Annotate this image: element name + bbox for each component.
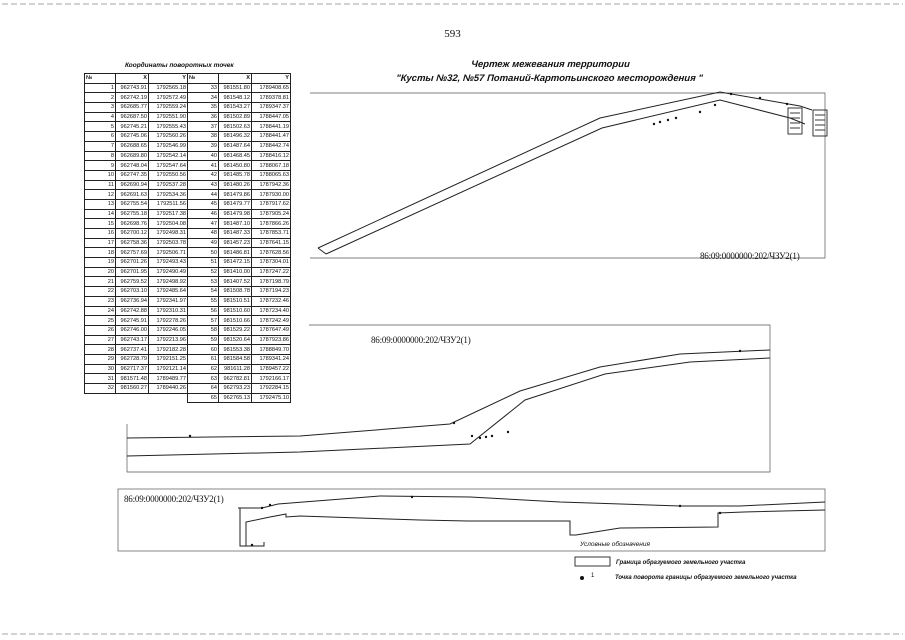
table-row — [85, 83, 291, 93]
point-x: 981468.45 — [219, 151, 252, 161]
point-number: 10 — [85, 170, 116, 180]
table-row — [85, 335, 291, 345]
point-y: 1792246.05 — [149, 325, 188, 335]
coords-table — [84, 73, 291, 403]
map-bottom-label: 86:09:0000000:202/ЧЗУ2(1) — [124, 494, 224, 504]
point-x: 962691.63 — [116, 190, 149, 200]
point-y: 1788441.47 — [252, 132, 291, 142]
point-number: 28 — [85, 345, 116, 355]
point-x: 981502.63 — [219, 122, 252, 132]
point-y: 1788416.12 — [252, 151, 291, 161]
point-x: 962742.88 — [116, 306, 149, 316]
table-row — [85, 248, 291, 258]
point-y: 1792121.14 — [149, 364, 188, 374]
point-x: 981487.33 — [219, 229, 252, 239]
point-x: 962758.36 — [116, 238, 149, 248]
point-number: 21 — [85, 277, 116, 287]
point-x: 962688.65 — [116, 141, 149, 151]
point-number: 53 — [188, 277, 219, 287]
page-number: 593 — [444, 28, 461, 40]
point-number: 64 — [188, 384, 219, 394]
point-x: 962782.81 — [219, 374, 252, 384]
point-y: 1787232.46 — [252, 296, 291, 306]
col-header-num-right: № — [188, 74, 219, 84]
point-x: 981472.15 — [219, 258, 252, 268]
table-row — [85, 199, 291, 209]
point-number: 58 — [188, 325, 219, 335]
table-row — [85, 325, 291, 335]
map-bottom-boundary-lower — [240, 508, 825, 546]
point-y: 1792560.26 — [149, 132, 188, 142]
point-number: 47 — [188, 219, 219, 229]
point-number: 45 — [188, 199, 219, 209]
table-row — [85, 267, 291, 277]
point-x: 981548.12 — [219, 93, 252, 103]
point-y: 1792284.15 — [252, 384, 291, 394]
point-x: 981560.27 — [116, 384, 149, 394]
point-x: 962759.52 — [116, 277, 149, 287]
point-x: 981553.38 — [219, 345, 252, 355]
point-x: 981543.27 — [219, 103, 252, 113]
table-row — [85, 364, 291, 374]
point-y: 1792213.96 — [149, 335, 188, 345]
point-x: 981510.60 — [219, 306, 252, 316]
point-number: 11 — [85, 180, 116, 190]
drawing-title-line1: Чертеж межевания территории — [470, 59, 631, 70]
map-bottom — [118, 489, 825, 551]
point-y: 1787942.36 — [252, 180, 291, 190]
point-y: 1789440.26 — [149, 384, 188, 394]
point-x: 962745.91 — [116, 316, 149, 326]
legend-title: Условные обозначения — [580, 541, 650, 548]
point-number: 26 — [85, 325, 116, 335]
map-top-boundary-lower — [326, 100, 805, 254]
coords-table-body — [85, 83, 291, 403]
point-number: 5 — [85, 122, 116, 132]
point-y: 1789378.81 — [252, 93, 291, 103]
point-number: 9 — [85, 161, 116, 171]
table-row — [85, 151, 291, 161]
point-x: 962743.91 — [116, 83, 149, 93]
point-number: 24 — [85, 306, 116, 316]
point-number: 31 — [85, 374, 116, 384]
point-y: 1792166.17 — [252, 374, 291, 384]
point-y: 1792493.43 — [149, 258, 188, 268]
table-row — [85, 170, 291, 180]
point-x: 981502.89 — [219, 112, 252, 122]
point-y: 1789489.77 — [149, 374, 188, 384]
point-number: 15 — [85, 219, 116, 229]
point-x: 981510.51 — [219, 296, 252, 306]
legend-point-symbol — [580, 576, 584, 580]
col-header-x-right: X — [219, 74, 252, 84]
drawing-title — [339, 58, 761, 86]
point-number: 48 — [188, 229, 219, 239]
point-number: 60 — [188, 345, 219, 355]
point-y: 1792498.92 — [149, 277, 188, 287]
point-x: 981407.52 — [219, 277, 252, 287]
point-number: 27 — [85, 335, 116, 345]
point-y: 1792341.97 — [149, 296, 188, 306]
point-x: 962757.69 — [116, 248, 149, 258]
empty-cell — [116, 393, 149, 403]
table-row — [85, 229, 291, 239]
point-number: 54 — [188, 287, 219, 297]
point-x: 981479.86 — [219, 190, 252, 200]
map-top-pad — [788, 108, 827, 136]
point-number: 20 — [85, 267, 116, 277]
table-row — [85, 296, 291, 306]
point-x: 981486.81 — [219, 248, 252, 258]
point-y: 1787923.86 — [252, 335, 291, 345]
point-y: 1787647.49 — [252, 325, 291, 335]
point-y: 1788849.70 — [252, 345, 291, 355]
point-y: 1787194.23 — [252, 287, 291, 297]
point-y: 1792559.24 — [149, 103, 188, 113]
point-number: 18 — [85, 248, 116, 258]
point-y: 1792555.43 — [149, 122, 188, 132]
point-x: 962748.04 — [116, 161, 149, 171]
point-x: 981520.64 — [219, 335, 252, 345]
point-x: 962747.35 — [116, 170, 149, 180]
point-y: 1788447.05 — [252, 112, 291, 122]
point-y: 1788441.19 — [252, 122, 291, 132]
point-y: 1787628.56 — [252, 248, 291, 258]
legend-boundary-symbol — [575, 557, 610, 566]
point-y: 1792310.31 — [149, 306, 188, 316]
point-number: 8 — [85, 151, 116, 161]
point-number: 44 — [188, 190, 219, 200]
point-number: 37 — [188, 122, 219, 132]
col-header-x-left: X — [116, 74, 149, 84]
point-x: 962755.18 — [116, 209, 149, 219]
point-x: 962717.37 — [116, 364, 149, 374]
map-bottom-frame — [118, 489, 825, 551]
point-x: 962746.00 — [116, 325, 149, 335]
table-row — [85, 277, 291, 287]
map-middle-label: 86:09:0000000:202/ЧЗУ2(1) — [371, 335, 471, 345]
point-x: 981487.64 — [219, 141, 252, 151]
point-y: 1792542.14 — [149, 151, 188, 161]
point-number: 38 — [188, 132, 219, 142]
point-y: 1787853.71 — [252, 229, 291, 239]
table-row — [85, 306, 291, 316]
point-number: 43 — [188, 180, 219, 190]
table-row — [85, 374, 291, 384]
point-y: 1792506.71 — [149, 248, 188, 258]
point-x: 981487.10 — [219, 219, 252, 229]
col-header-num-left: № — [85, 74, 116, 84]
point-y: 1787905.24 — [252, 209, 291, 219]
table-row — [85, 393, 291, 403]
point-x: 981510.66 — [219, 316, 252, 326]
point-y: 1792551.90 — [149, 112, 188, 122]
point-x: 962689.80 — [116, 151, 149, 161]
point-x: 962728.79 — [116, 354, 149, 364]
point-x: 981571.48 — [116, 374, 149, 384]
map-top-points — [653, 93, 788, 125]
point-number: 12 — [85, 190, 116, 200]
table-row — [85, 190, 291, 200]
point-number: 33 — [188, 83, 219, 93]
point-number: 50 — [188, 248, 219, 258]
point-x: 962755.54 — [116, 199, 149, 209]
point-y: 1787930.00 — [252, 190, 291, 200]
point-number: 39 — [188, 141, 219, 151]
point-x: 962742.19 — [116, 93, 149, 103]
point-y: 1792546.99 — [149, 141, 188, 151]
point-x: 962703.10 — [116, 287, 149, 297]
point-number: 56 — [188, 306, 219, 316]
point-y: 1792503.78 — [149, 238, 188, 248]
point-x: 981479.77 — [219, 199, 252, 209]
point-x: 981450.80 — [219, 161, 252, 171]
table-row — [85, 93, 291, 103]
point-x: 962687.50 — [116, 112, 149, 122]
point-number: 40 — [188, 151, 219, 161]
col-header-y-left: Y — [149, 74, 188, 84]
point-y: 1792498.31 — [149, 229, 188, 239]
point-number: 1 — [85, 83, 116, 93]
point-number: 6 — [85, 132, 116, 142]
point-number: 29 — [85, 354, 116, 364]
point-x: 981584.58 — [219, 354, 252, 364]
point-number: 41 — [188, 161, 219, 171]
point-x: 981410.00 — [219, 267, 252, 277]
point-number: 59 — [188, 335, 219, 345]
point-y: 1792504.08 — [149, 219, 188, 229]
point-x: 981479.98 — [219, 209, 252, 219]
point-number: 30 — [85, 364, 116, 374]
point-y: 1789341.24 — [252, 354, 291, 364]
point-x: 962701.95 — [116, 267, 149, 277]
point-y: 1789408.65 — [252, 83, 291, 93]
point-number: 42 — [188, 170, 219, 180]
point-number: 14 — [85, 209, 116, 219]
point-number: 55 — [188, 296, 219, 306]
point-x: 962685.77 — [116, 103, 149, 113]
table-row — [85, 209, 291, 219]
point-x: 981508.78 — [219, 287, 252, 297]
point-number: 4 — [85, 112, 116, 122]
table-row — [85, 258, 291, 268]
point-x: 962745.21 — [116, 122, 149, 132]
point-number: 63 — [188, 374, 219, 384]
table-row — [85, 161, 291, 171]
point-y: 1787866.26 — [252, 219, 291, 229]
point-x: 981529.22 — [219, 325, 252, 335]
point-number: 7 — [85, 141, 116, 151]
point-number: 23 — [85, 296, 116, 306]
point-y: 1792511.56 — [149, 199, 188, 209]
point-x: 981457.23 — [219, 238, 252, 248]
point-number: 16 — [85, 229, 116, 239]
point-y: 1792151.25 — [149, 354, 188, 364]
point-y: 1788067.18 — [252, 161, 291, 171]
point-y: 1792537.28 — [149, 180, 188, 190]
point-number: 51 — [188, 258, 219, 268]
empty-cell — [85, 393, 116, 403]
table-row — [85, 238, 291, 248]
point-number: 17 — [85, 238, 116, 248]
table-row — [85, 132, 291, 142]
point-number: 62 — [188, 364, 219, 374]
point-x: 962745.06 — [116, 132, 149, 142]
legend-boundary-label: Граница образуемого земельного участка — [616, 560, 746, 566]
point-y: 1787917.62 — [252, 199, 291, 209]
point-x: 962765.13 — [219, 393, 252, 403]
point-number: 61 — [188, 354, 219, 364]
point-y: 1787198.79 — [252, 277, 291, 287]
point-number: 36 — [188, 112, 219, 122]
drawing-title-line2: "Кусты №32, №57 Потаний-Картопьинского месторождения " — [395, 73, 704, 84]
map-top — [310, 92, 827, 258]
point-y: 1792534.36 — [149, 190, 188, 200]
map-bottom-boundary-upper — [238, 496, 825, 508]
point-x: 962737.41 — [116, 345, 149, 355]
table-row — [85, 384, 291, 394]
point-y: 1792572.49 — [149, 93, 188, 103]
point-y: 1787247.22 — [252, 267, 291, 277]
point-y: 1788065.63 — [252, 170, 291, 180]
point-x: 962736.94 — [116, 296, 149, 306]
point-x: 962743.17 — [116, 335, 149, 345]
table-row — [85, 316, 291, 326]
point-y: 1788442.74 — [252, 141, 291, 151]
table-row — [85, 103, 291, 113]
coords-table-header — [85, 74, 291, 84]
point-y: 1787242.49 — [252, 316, 291, 326]
point-x: 981485.78 — [219, 170, 252, 180]
table-row — [85, 219, 291, 229]
point-number: 25 — [85, 316, 116, 326]
point-x: 981496.32 — [219, 132, 252, 142]
point-number: 46 — [188, 209, 219, 219]
point-x: 981611.28 — [219, 364, 252, 374]
point-x: 981551.80 — [219, 83, 252, 93]
point-y: 1787304.01 — [252, 258, 291, 268]
point-y: 1792475.10 — [252, 393, 291, 403]
table-row — [85, 354, 291, 364]
point-number: 32 — [85, 384, 116, 394]
point-number: 49 — [188, 238, 219, 248]
map-top-boundary-upper — [318, 92, 812, 248]
map-top-frame — [310, 93, 825, 258]
point-y: 1792517.38 — [149, 209, 188, 219]
table-row — [85, 141, 291, 151]
point-number: 65 — [188, 393, 219, 403]
point-y: 1792490.49 — [149, 267, 188, 277]
point-y: 1792182.28 — [149, 345, 188, 355]
table-row — [85, 180, 291, 190]
point-number: 22 — [85, 287, 116, 297]
point-x: 962793.23 — [219, 384, 252, 394]
point-y: 1792278.26 — [149, 316, 188, 326]
table-row — [85, 287, 291, 297]
point-x: 962700.12 — [116, 229, 149, 239]
point-y: 1787641.15 — [252, 238, 291, 248]
point-number: 19 — [85, 258, 116, 268]
point-y: 1787234.40 — [252, 306, 291, 316]
point-y: 1789347.37 — [252, 103, 291, 113]
point-y: 1792550.56 — [149, 170, 188, 180]
point-number: 52 — [188, 267, 219, 277]
point-number: 35 — [188, 103, 219, 113]
point-number: 57 — [188, 316, 219, 326]
point-y: 1792485.64 — [149, 287, 188, 297]
point-number: 13 — [85, 199, 116, 209]
legend-point-label: Точка поворота границы образуемого земельного участка — [615, 575, 797, 581]
point-x: 962690.94 — [116, 180, 149, 190]
point-x: 962701.26 — [116, 258, 149, 268]
map-top-label: 86:09:0000000:202/ЧЗУ2(1) — [700, 251, 800, 261]
table-row — [85, 122, 291, 132]
point-y: 1789457.22 — [252, 364, 291, 374]
point-number: 3 — [85, 103, 116, 113]
table-row — [85, 345, 291, 355]
table-row — [85, 112, 291, 122]
point-y: 1792565.18 — [149, 83, 188, 93]
coords-table-title: Координаты поворотных точек — [125, 62, 234, 69]
point-y: 1792547.64 — [149, 161, 188, 171]
point-number: 34 — [188, 93, 219, 103]
point-number: 2 — [85, 93, 116, 103]
col-header-y-right: Y — [252, 74, 291, 84]
point-x: 981480.26 — [219, 180, 252, 190]
legend-point-number: 1 — [591, 573, 595, 579]
point-x: 962698.76 — [116, 219, 149, 229]
empty-cell — [149, 393, 188, 403]
